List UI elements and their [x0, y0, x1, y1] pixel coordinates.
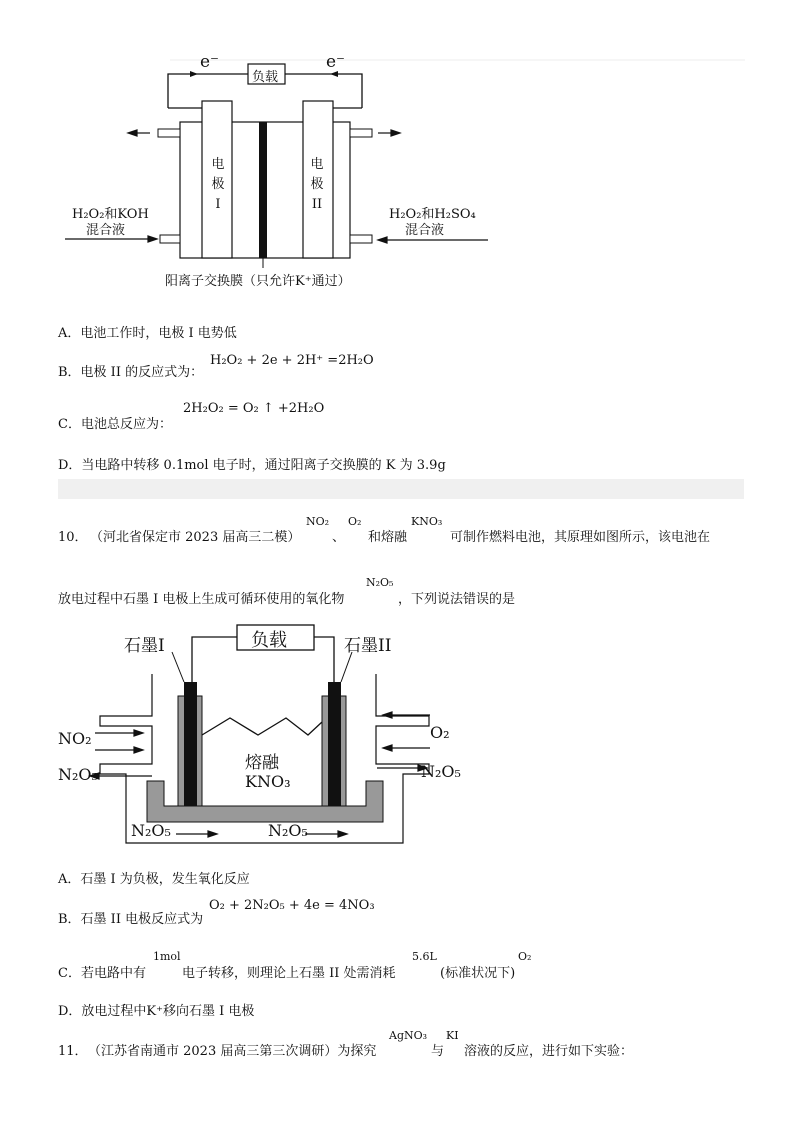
kno3-label: KNO₃ [245, 772, 291, 791]
q10-and-molten: 和熔融 [368, 530, 408, 545]
bottom-n2o5-left: N₂O₅ [131, 821, 171, 840]
q9-option-d: D．当电路中转移 0.1mol 电子时，通过阳离子交换膜的 K 为 3.9g [58, 458, 446, 473]
q11-ki: KI [446, 1029, 459, 1042]
q11-with: 与 [431, 1044, 445, 1059]
q10-line2-b: ，下列说法错误的是 [398, 592, 516, 607]
q11-source: （江苏省南通市 2023 届高三第三次调研）为探究 [88, 1044, 377, 1059]
port-bottom-left [160, 235, 180, 243]
graphite-rod-2 [328, 682, 341, 806]
q9-option-c-label: C．电池总反应为： [58, 417, 172, 432]
q10-option-c-vol: 5.6L [412, 950, 437, 963]
load-label: 负载 [252, 70, 279, 85]
right-feed-label: H₂O₂和H₂SO₄ [389, 207, 476, 222]
q10-rest: 可制作燃料电池，其原理如图所示，该电池在 [450, 530, 711, 545]
membrane-caption: 阳离子交换膜（只允许K⁺通过） [165, 274, 351, 289]
q10-sep: 、 [332, 530, 346, 545]
electron-label-left: e⁻ [200, 52, 220, 72]
q10-option-c-o2: O₂ [518, 950, 532, 963]
q10-option-d: D．放电过程中K⁺移向石墨 I 电极 [58, 1004, 255, 1019]
q11-number: 11． [58, 1044, 88, 1059]
q9-option-a: A．电池工作时，电极 I 电势低 [58, 326, 237, 341]
q10-option-a: A．石墨 I 为负极，发生氧化反应 [58, 872, 250, 887]
fuel-cell-diagram-2 [0, 610, 800, 860]
separator-band [58, 479, 744, 499]
n2o5-outlet-label: N₂O₅ [58, 765, 98, 784]
q10-no2: NO₂ [306, 515, 330, 528]
bottom-n2o5-mid: N₂O₅ [268, 821, 308, 840]
n2o5-inlet-label: N₂O₅ [421, 762, 461, 781]
q10-option-c-mol: 1mol [153, 950, 181, 963]
q10-line2-a: 放电过程中石墨 I 电极上生成可循环使用的氧化物 [58, 592, 345, 607]
electrode-2-label: 电 极 II [310, 157, 324, 212]
q10-option-c-a: C．若电路中有 [58, 966, 146, 981]
q10-option-c-c: (标准状况下) [440, 966, 516, 981]
q10-option-b-equation: O₂ + 2N₂O₅ + 4e = 4NO₃ [209, 898, 375, 913]
load-label-2: 负载 [251, 630, 287, 651]
left-feed-label-2: 混合液 [86, 223, 126, 238]
o2-inlet-label: O₂ [430, 723, 450, 742]
port-top-left [158, 129, 180, 137]
graphite-1-label: 石墨I [124, 636, 165, 656]
q10-option-c-b: 电子转移，则理论上石墨 II 处需消耗 [182, 966, 396, 981]
electron-arrow-left [190, 71, 198, 77]
q10-option-b-label: B．石墨 II 电极反应式为 [58, 912, 204, 927]
zigzag-line [202, 718, 322, 735]
graphite-rod-1 [184, 682, 197, 806]
cation-membrane [259, 122, 267, 258]
graphite-2-label: 石墨II [344, 636, 392, 656]
no2-inlet-label: NO₂ [58, 729, 92, 748]
q11-rest: 溶液的反应，进行如下实验： [464, 1044, 634, 1059]
fuel-cell-diagram-1 [0, 0, 800, 300]
left-feed-label: H₂O₂和KOH [72, 207, 149, 222]
q11-agno3: AgNO₃ [389, 1029, 428, 1042]
q10-number: 10． [58, 530, 88, 545]
q9-option-b-label: B．电极 II 的反应式为： [58, 365, 204, 380]
right-feed-label-2: 混合液 [405, 223, 445, 238]
q9-option-c-equation: 2H₂O₂ = O₂ ↑ +2H₂O [183, 401, 325, 416]
q9-option-b-equation: H₂O₂ + 2e + 2H⁺ =2H₂O [210, 353, 374, 368]
q10-o2: O₂ [348, 515, 362, 528]
molten-label: 熔融 [245, 753, 279, 773]
q10-n2o5: N₂O₅ [366, 576, 394, 589]
q10-kno3: KNO₃ [411, 515, 443, 528]
electron-label-right: e⁻ [326, 52, 346, 72]
port-top-right [350, 129, 372, 137]
q10-source: （河北省保定市 2023 届高三二模） [90, 530, 301, 545]
electrode-1-label: 电 极 I [211, 157, 225, 212]
port-bottom-right [350, 235, 372, 243]
